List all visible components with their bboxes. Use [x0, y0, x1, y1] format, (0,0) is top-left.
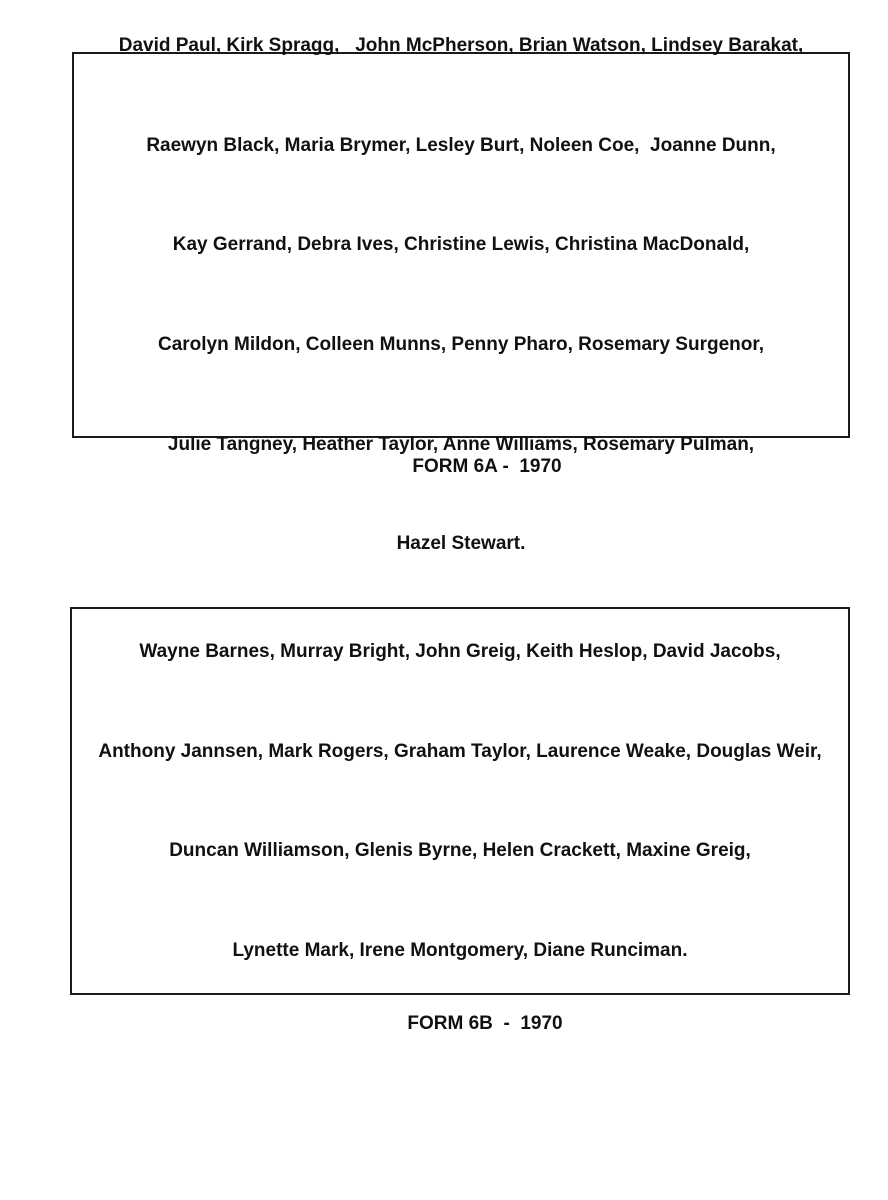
form-6b-names-box: [70, 607, 850, 995]
form-6b-names-line: Anthony Jannsen, Mark Rogers, Graham Taylor, Laurence Weake, Douglas Weir,: [98, 740, 822, 762]
form-6a-names-line: Julie Tangney, Heather Taylor, Anne Williams, Rosemary Pulman,: [167, 433, 755, 455]
form-6a-caption: FORM 6A - 1970: [412, 456, 562, 477]
form-6b-names-list: [98, 569, 821, 1034]
form-6b-names-line: Duncan Williamson, Glenis Byrne, Helen Crackett, Maxine Greig,: [169, 840, 751, 862]
form-6b-names-line: Wayne Barnes, Murray Bright, John Greig, Keith Heslop, David Jacobs,: [139, 640, 781, 662]
form-6a-names-line: Hazel Stewart.: [396, 533, 526, 555]
form-6a-names-line: Raewyn Black, Maria Brymer, Lesley Burt, Noleen Coe, Joanne Dunn,: [146, 134, 776, 156]
form-6a-names-line: Carolyn Mildon, Colleen Munns, Penny Pharo, Rosemary Surgenor,: [157, 334, 764, 356]
form-6a-names-line: Kay Gerrand, Debra Ives, Christine Lewis, Christina MacDonald,: [172, 234, 750, 256]
form-6a-names-line: David Paul, Kirk Spragg, John McPherson, Brian Watson, Lindsey Barakat,: [118, 35, 804, 57]
form-6b-caption: FORM 6B - 1970: [407, 1013, 563, 1034]
form-6b-names-line: Lynette Mark, Irene Montgomery, Diane Runciman.: [232, 939, 688, 961]
form-6a-names-list: [119, 0, 804, 627]
